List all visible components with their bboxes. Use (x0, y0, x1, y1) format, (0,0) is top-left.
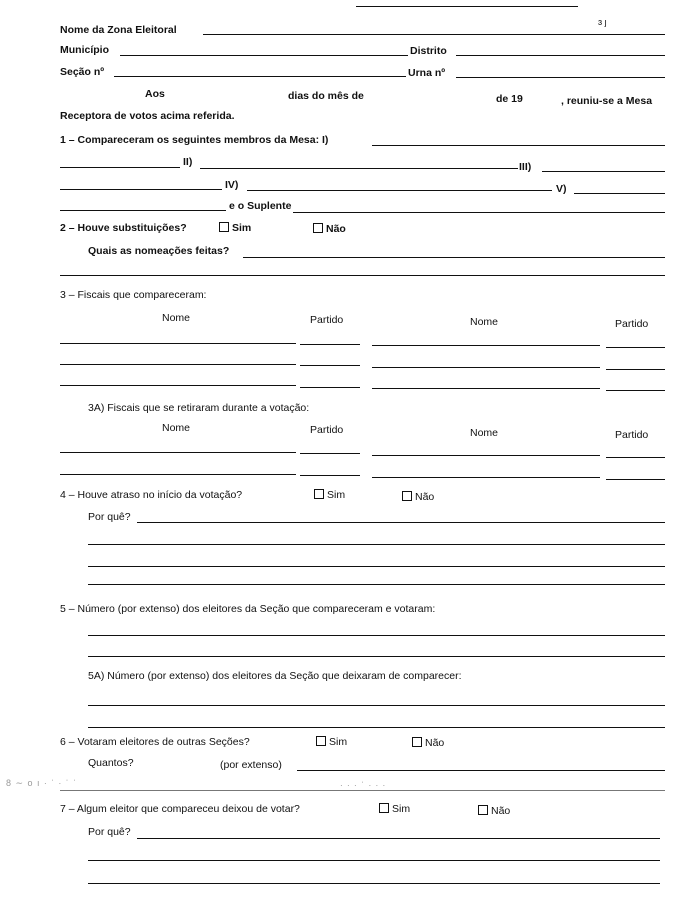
q1-label: 1 – Compareceram os seguintes membros da Mesa: I) (60, 134, 329, 146)
q4-porque-label: Por quê? (88, 511, 131, 523)
q1-line-c (60, 210, 226, 211)
reuniu-text: , reuniu-se a Mesa (561, 95, 653, 107)
corner-mark: ɜ ȷ (598, 17, 607, 27)
q7-porque-line (137, 838, 660, 839)
urna-line (456, 77, 665, 78)
q7-sim-option[interactable] (379, 803, 410, 815)
q3-col-nome-1: Nome (162, 312, 191, 324)
q3a-label: 3A) Fiscais que se retiraram durante a votação: (88, 402, 310, 414)
q4-label: 4 – Houve atraso no início da votação? (60, 489, 243, 501)
q2-nao-option[interactable] (313, 223, 346, 235)
q3a-row-line (60, 452, 296, 453)
q4-nao-checkbox[interactable] (402, 491, 412, 501)
q4-nao-text: Não (415, 491, 435, 503)
q5-label: 5 – Número (por extenso) dos eleitores da Seção que compareceram e votaram: (60, 603, 436, 615)
q2-extra-line (60, 275, 665, 276)
q1-suplente-line (293, 212, 665, 213)
de19-text: de 19 (496, 93, 523, 105)
zona-line (203, 34, 665, 35)
q5a-line (88, 705, 665, 706)
q5a-label: 5A) Número (por extenso) dos eleitores da Seção que deixaram de comparecer: (88, 670, 462, 682)
q3-col-partido-1: Partido (310, 314, 344, 326)
q3-col-nome-2: Nome (470, 316, 499, 328)
q6-label: 6 – Votaram eleitores de outras Seções? (60, 736, 250, 748)
q2-nomeacoes-label: Quais as nomeações feitas? (88, 245, 230, 257)
q3a-col-nome-1: Nome (162, 422, 191, 434)
q2-nomeacoes-line (243, 257, 665, 258)
q7-nao-checkbox[interactable] (478, 805, 488, 815)
q4-line (88, 544, 665, 545)
q4-line (88, 566, 665, 567)
q2-sim-text: Sim (232, 222, 252, 234)
q7-nao-option[interactable] (478, 805, 510, 817)
q1-iii-line (542, 171, 665, 172)
top-stub-line (356, 6, 578, 7)
q6-nao-option[interactable] (412, 737, 444, 749)
bleed-through-right: ∙ ∙ ∙ ˈ ∙ ∙ ∙ (340, 780, 387, 790)
secao-line (114, 76, 406, 77)
q3-row-line (606, 390, 665, 391)
distrito-line (456, 55, 665, 56)
q6-sim-option[interactable] (316, 736, 347, 748)
q6-sim-text: Sim (329, 736, 348, 748)
q3a-row-line (372, 455, 600, 456)
q6-extenso-line (297, 770, 665, 771)
q1-suplente-label: e o Suplente (229, 200, 292, 212)
q1-line-a (60, 167, 180, 168)
distrito-label: Distrito (410, 45, 447, 57)
q7-sim-checkbox[interactable] (379, 803, 389, 813)
q1-ii-line (200, 168, 518, 169)
municipio-line (120, 55, 408, 56)
secao-label: Seção nº (60, 66, 105, 78)
q3a-row-line (60, 474, 296, 475)
q3-row-line (372, 345, 600, 346)
q4-sim-text: Sim (327, 489, 346, 501)
q3a-row-line (606, 479, 665, 480)
q3a-col-nome-2: Nome (470, 427, 499, 439)
q3-row-line (606, 347, 665, 348)
q2-nao-checkbox[interactable] (313, 223, 323, 233)
q6-nao-checkbox[interactable] (412, 737, 422, 747)
q4-sim-checkbox[interactable] (314, 489, 324, 499)
q3a-row-line (372, 477, 600, 478)
q2-label: 2 – Houve substituições? (60, 222, 187, 234)
receptora-text: Receptora de votos acima referida. (60, 110, 235, 122)
q6-nao-text: Não (425, 737, 445, 749)
q6-quantos-label: Quantos? (88, 757, 134, 769)
q3a-row-line (300, 475, 360, 476)
q1-iv-label: IV) (225, 179, 239, 191)
q3-row-line (60, 364, 296, 365)
q4-nao-option[interactable] (402, 491, 434, 503)
q3-label: 3 – Fiscais que compareceram: (60, 289, 207, 301)
aos-text: Aos (145, 88, 165, 100)
q7-line (88, 860, 660, 861)
q3a-col-partido-2: Partido (615, 429, 649, 441)
q1-v-label: V) (556, 183, 567, 195)
q3a-row-line (300, 453, 360, 454)
q1-v-line (574, 193, 665, 194)
q3-row-line (606, 369, 665, 370)
q1-iv-line (247, 190, 552, 191)
q2-sim-checkbox[interactable] (219, 222, 229, 232)
q7-sim-text: Sim (392, 803, 411, 815)
zona-label: Nome da Zona Eleitoral (60, 24, 177, 36)
q3-row-line (300, 344, 360, 345)
q1-i-line (372, 145, 665, 146)
q5-line (88, 656, 665, 657)
q3-row-line (300, 365, 360, 366)
q4-sim-option[interactable] (314, 489, 345, 501)
q3-row-line (372, 388, 600, 389)
q3-row-line (300, 387, 360, 388)
q4-line (88, 584, 665, 585)
q2-sim-option[interactable] (219, 222, 251, 234)
q3-row-line (372, 367, 600, 368)
q5a-line (88, 727, 665, 728)
q7-label: 7 – Algum eleitor que compareceu deixou de votar? (60, 803, 300, 815)
q1-iii-label: III) (519, 161, 532, 173)
q1-line-b (60, 189, 222, 190)
q7-line (88, 883, 660, 884)
q3a-col-partido-1: Partido (310, 424, 344, 436)
q3-row-line (60, 385, 296, 386)
q7-nao-text: Não (491, 805, 511, 817)
q7-porque-label: Por quê? (88, 826, 131, 838)
q2-nao-text: Não (326, 223, 346, 235)
bleed-through-left: 8 ∼ o ı ∙ ˈ ∙ ˈ ˈ (6, 778, 78, 788)
q4-porque-line (137, 522, 665, 523)
urna-label: Urna nº (408, 67, 446, 79)
q3-col-partido-2: Partido (615, 318, 649, 330)
municipio-label: Município (60, 44, 109, 56)
q3a-row-line (606, 457, 665, 458)
dias-text: dias do mês de (288, 90, 364, 102)
q6-extenso-label: (por extenso) (220, 759, 282, 771)
q6-line (60, 790, 665, 791)
q3-row-line (60, 343, 296, 344)
q1-ii-label: II) (183, 156, 193, 168)
q5-line (88, 635, 665, 636)
q6-sim-checkbox[interactable] (316, 736, 326, 746)
